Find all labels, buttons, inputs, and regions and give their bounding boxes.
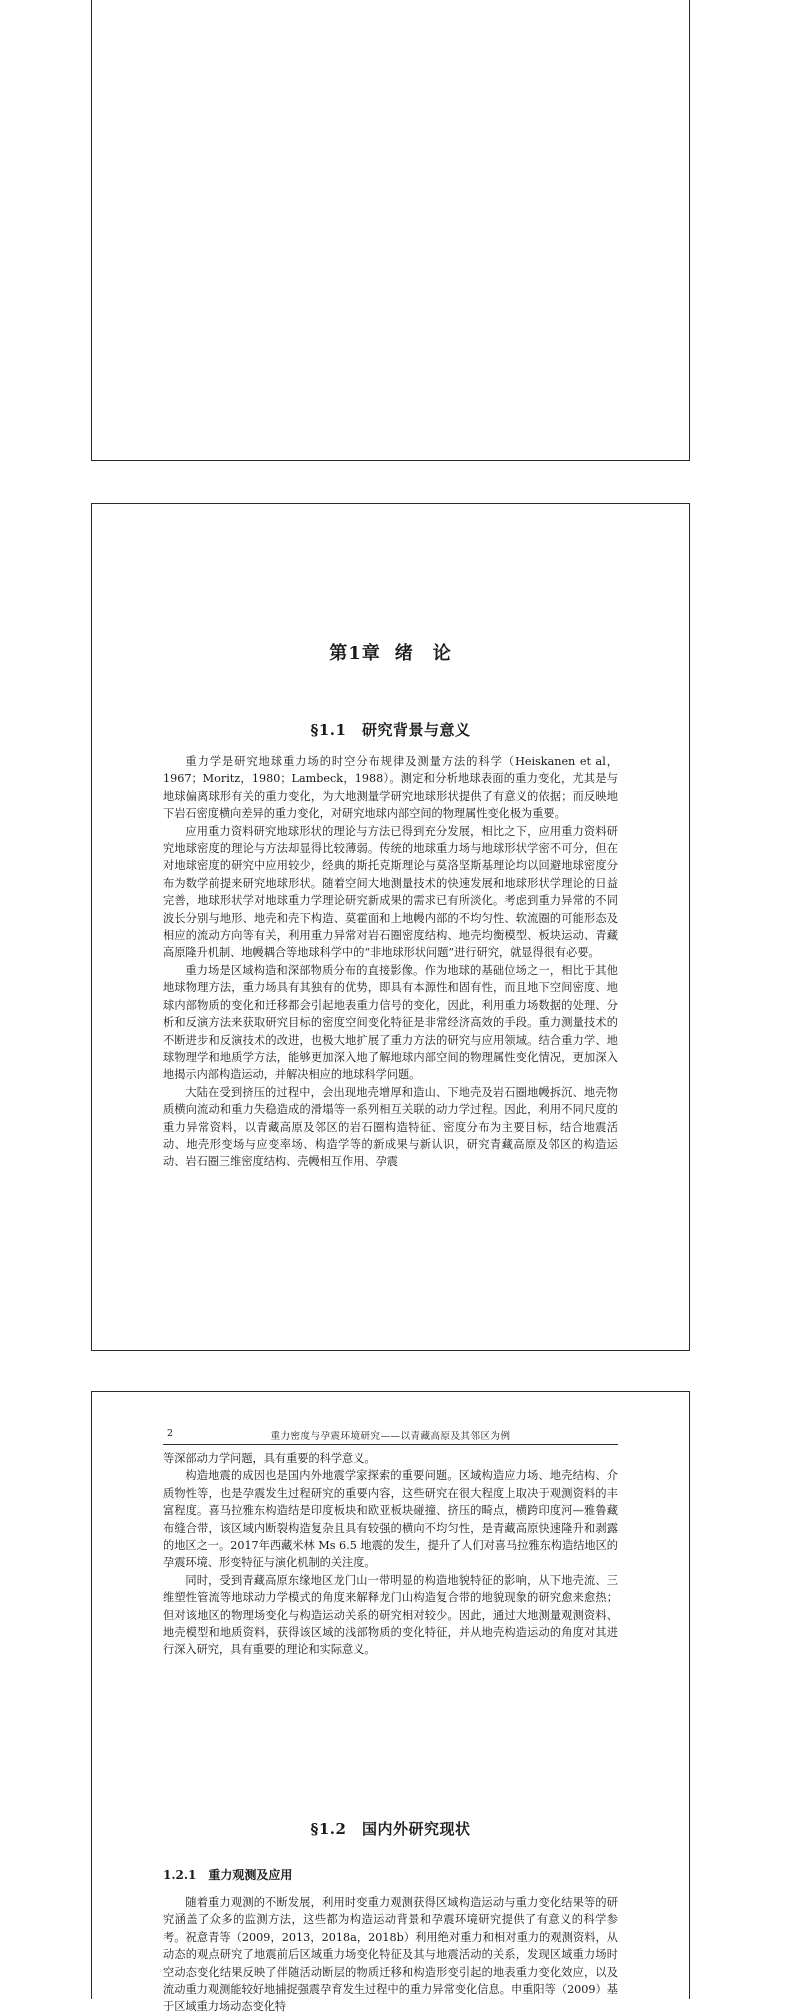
paragraph: 同时，受到青藏高原东缘地区龙门山一带明显的构造地貌特征的影响，从下地壳流、三维塑性管流等地球动力学模式的角度来解释龙门山构造复合带的地貌现象的研究愈来愈热；但对该地区的物理场变化与构造运动关系的研究相对较少。因此，通过大地测量观测资料、地壳模型和地质资料，获得该区域的浅部物质的变化特征，并从地壳构造运动的角度对其进行深入研究，具有重要的理论和实际意义。 — [163, 1573, 618, 1657]
section-title: §1.2 国内外研究现状 — [310, 1820, 471, 1838]
body-text — [163, 1894, 618, 2016]
paragraph: 大陆在受到挤压的过程中，会出现地壳增厚和造山、下地壳及岩石圈地幔拆沉、地壳物质横向流动和重力失稳造成的滑塌等一系列相互关联的动力学过程。因此，利用不同尺度的重力异常资料，以青藏高原及邻区的岩石圈构造特征、密度分布为主要目标，结合地震活动、地壳形变场与应变率场、构造学等的新成果与新认识，研究青藏高原及邻区的构造运动、岩石圈三维密度结构、壳幔相互作用、孕震 — [163, 1085, 618, 1169]
section-title: §1.1 研究背景与意义 — [310, 721, 471, 739]
running-header — [163, 1426, 618, 1445]
paragraph: 构造地震的成因也是国内外地震学家探索的重要问题。区域构造应力场、地壳结构、介质物性等，也是孕震发生过程研究的重要内容，这些研究在很大程度上取决于观测资料的丰富程度。喜马拉雅东构造结是印度板块和欧亚板块碰撞、挤压的畸点，横跨印度河—雅鲁藏布缝合带，该区域内断裂构造复杂且具有较强的横向不均匀性，是青藏高原快速隆升和剥露的地区之一。2017年西藏米林 Ms 6.5 地震的发生，提升了人们对喜马拉雅东构造结地区的孕震环境、形变特征与演化机制的关注度。 — [163, 1469, 618, 1570]
chapter-page — [91, 503, 690, 1351]
subsection-number: 1.2.1 — [163, 1868, 197, 1882]
body-text — [163, 1450, 618, 1659]
paragraph: 重力学是研究地球重力场的时空分布规律及测量方法的科学（Heiskanen et al，1967；Moritz，1980；Lambeck，1988）。测定和分析地球表面的重力变化，尤其是与地球偏离球形有关的重力变化，为大地测量学研究地球形状提供了有意义的依据；而反映地下岩石密度横向差异的重力变化，对研究地球内部空间的物理属性变化极为重要。 — [163, 755, 618, 821]
running-title: 重力密度与孕震环境研究——以青藏高原及其邻区为例 — [270, 1431, 511, 1442]
page-number: 2 — [167, 1428, 174, 1439]
paragraph: 重力场是区域构造和深部物质分布的直接影像。作为地球的基础位场之一，相比于其他地球物理方法，重力场具有其独有的优势，即具有本源性和固有性，而且地下空间密度、地球内部物质的变化和迁移都会引起地表重力信号的变化，因此，利用重力场数据的处理、分析和反演方法来获取研究目标的密度空间变化特征是非常经济高效的手段。重力测量技术的不断进步和反演技术的改进，也极大地扩展了重力方法的研究与应用领域。结合重力学、地球物理学和地质学方法，能够更加深入地了解地球内部空间的物理属性变化情况，更加深入地揭示内部构造运动，并解决相应的地球科学问题。 — [163, 963, 618, 1082]
paragraph-continued: 等深部动力学问题，具有重要的科学意义。 — [163, 1452, 376, 1465]
chapter-name: 绪 论 — [394, 643, 452, 664]
body-text — [163, 753, 618, 1171]
subsection-title — [163, 1866, 292, 1883]
chapter-title — [92, 639, 689, 665]
chapter-number: 第1章 — [329, 643, 381, 664]
blank-page — [91, 0, 690, 461]
paragraph: 随着重力观测的不断发展，利用时变重力观测获得区域构造运动与重力变化结果等的研究涵盖了众多的监测方法，这些都为构造运动背景和孕震环境研究提供了有意义的科学参考。祝意青等（2009，2013，2018a，2018b）利用绝对重力和相对重力的观测资料，从动态的观点研究了地震前后区域重力场变化特征及其与地震活动的关系，发现区域重力场时空动态变化结果反映了伴随活动断层的物质迁移和构造形变引起的地表重力变化效应，以及流动重力观测能较好地捕捉强震孕育发生过程中的重力异常变化信息。申重阳等（2009）基于区域重力场动态变化特 — [163, 1896, 618, 2014]
paragraph: 应用重力资料研究地球形状的理论与方法已得到充分发展，相比之下，应用重力资料研究地球密度的理论与方法却显得比较薄弱。传统的地球重力场与地球形状学密不可分，但在对地球密度的研究中应用较少，经典的斯托克斯理论与莫洛坚斯基理论均以回避地球密度分布为数学前提来研究地球形状。随着空间大地测量技术的快速发展和地球形状学理论的日益完善，地球形状学对地球重力学理论研究新成果的需求已有所淡化。考虑到重力异常的不同波长分别与地形、地壳和壳下构造、莫霍面和上地幔内部的不均匀性、软流圈的可能形态及相应的流动方向等有关，利用重力异常对岩石圈密度结构、地壳均衡模型、板块运动、青藏高原隆升机制、地幔耦合等地球科学中的“非地球形状问题”进行研究，就显得很有必要。 — [163, 824, 618, 960]
subsection-name: 重力观测及应用 — [208, 1868, 293, 1882]
content-page — [91, 1391, 690, 2014]
